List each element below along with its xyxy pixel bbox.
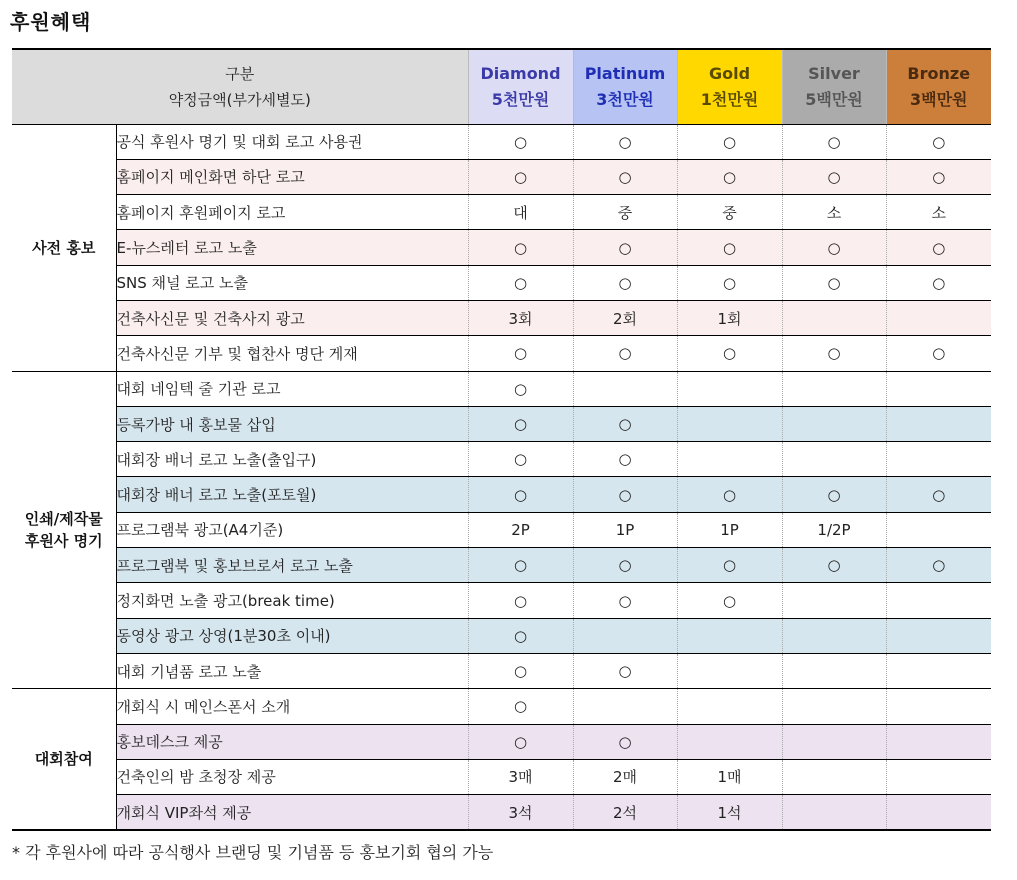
- table-row: [12, 689, 991, 724]
- table-row: [12, 371, 991, 406]
- benefit-value-silver: [782, 689, 886, 724]
- benefit-value-platinum: ○: [573, 336, 677, 371]
- benefit-value-gold: [677, 618, 782, 653]
- tier-header-bronze: [886, 49, 991, 124]
- benefit-value-platinum: [573, 371, 677, 406]
- benefit-value-silver: [782, 724, 886, 759]
- benefit-value-bronze: ○: [886, 477, 991, 512]
- benefit-value-bronze: [886, 300, 991, 335]
- benefit-value-silver: ○: [782, 230, 886, 265]
- benefit-value-platinum: ○: [573, 653, 677, 688]
- benefit-value-platinum: ○: [573, 442, 677, 477]
- benefit-value-silver: [782, 653, 886, 688]
- benefit-value-gold: [677, 689, 782, 724]
- benefit-value-bronze: ○: [886, 159, 991, 194]
- benefit-value-silver: ○: [782, 477, 886, 512]
- tier-amount: 5천만원: [491, 89, 550, 109]
- benefit-item: 개회식 시 메인스폰서 소개: [116, 689, 468, 724]
- benefit-value-diamond: 대: [468, 195, 573, 230]
- benefit-value-platinum: 2석: [573, 795, 677, 830]
- benefit-value-platinum: ○: [573, 724, 677, 759]
- benefit-value-platinum: ○: [573, 124, 677, 159]
- benefit-value-diamond: 3석: [468, 795, 573, 830]
- benefit-value-gold: ○: [677, 159, 782, 194]
- benefit-value-diamond: ○: [468, 336, 573, 371]
- benefit-value-bronze: ○: [886, 336, 991, 371]
- benefit-value-gold: ○: [677, 548, 782, 583]
- section-label-line: 대회참여: [34, 750, 93, 769]
- tier-name: Platinum: [584, 63, 666, 83]
- benefit-value-platinum: ○: [573, 159, 677, 194]
- benefit-value-diamond: ○: [468, 724, 573, 759]
- tier-amount: 5백만원: [805, 89, 863, 109]
- benefit-value-diamond: 3매: [468, 759, 573, 794]
- tier-amount: 1천만원: [700, 89, 759, 109]
- benefit-item: SNS 채널 로고 노출: [116, 265, 468, 300]
- benefit-value-platinum: ○: [573, 548, 677, 583]
- benefit-value-gold: ○: [677, 477, 782, 512]
- benefit-item: 프로그램북 및 홍보브로셔 로고 노출: [116, 548, 468, 583]
- benefit-value-silver: [782, 583, 886, 618]
- benefit-item: 동영상 광고 상영(1분30초 이내): [116, 618, 468, 653]
- benefit-value-silver: [782, 300, 886, 335]
- benefit-value-bronze: [886, 583, 991, 618]
- benefit-value-gold: 1회: [677, 300, 782, 335]
- table-row: [12, 159, 991, 194]
- benefit-value-gold: ○: [677, 230, 782, 265]
- benefit-item: 홈페이지 메인화면 하단 로고: [116, 159, 468, 194]
- header-category-cell: [12, 49, 468, 124]
- benefit-value-silver: ○: [782, 265, 886, 300]
- benefit-value-gold: 중: [677, 195, 782, 230]
- benefit-value-platinum: 중: [573, 195, 677, 230]
- benefit-item: 대회 네임텍 줄 기관 로고: [116, 371, 468, 406]
- benefit-item: 건축인의 밤 초청장 제공: [116, 759, 468, 794]
- tier-name: Bronze: [907, 63, 971, 83]
- benefit-item: 홍보데스크 제공: [116, 724, 468, 759]
- benefit-value-diamond: ○: [468, 653, 573, 688]
- benefit-value-gold: [677, 406, 782, 441]
- benefit-value-silver: [782, 618, 886, 653]
- benefit-item: 대회장 배너 로고 노출(포토월): [116, 477, 468, 512]
- benefit-value-bronze: [886, 689, 991, 724]
- tier-name: Gold: [708, 63, 751, 83]
- benefit-item: 공식 후원사 명기 및 대회 로고 사용권: [116, 124, 468, 159]
- benefit-value-bronze: [886, 759, 991, 794]
- header-row: [12, 49, 991, 124]
- table-row: [12, 759, 991, 794]
- benefit-value-diamond: ○: [468, 406, 573, 441]
- benefit-value-bronze: [886, 795, 991, 830]
- benefit-value-gold: [677, 653, 782, 688]
- tier-header-platinum: [573, 49, 677, 124]
- benefit-value-bronze: [886, 618, 991, 653]
- benefit-value-platinum: ○: [573, 583, 677, 618]
- tier-amount: 3백만원: [909, 89, 968, 109]
- benefit-value-diamond: ○: [468, 124, 573, 159]
- benefit-value-diamond: ○: [468, 548, 573, 583]
- benefit-value-platinum: [573, 689, 677, 724]
- benefit-value-platinum: [573, 618, 677, 653]
- benefit-value-gold: 1매: [677, 759, 782, 794]
- table-row: [12, 336, 991, 371]
- benefit-item: E-뉴스레터 로고 노출: [116, 230, 468, 265]
- benefit-item: 정지화면 노출 광고(break time): [116, 583, 468, 618]
- section-label: [12, 689, 116, 830]
- benefit-value-bronze: 소: [886, 195, 991, 230]
- table-row: [12, 618, 991, 653]
- benefit-value-diamond: 2P: [468, 512, 573, 547]
- section-label-line: 후원사 명기: [24, 531, 103, 550]
- tier-amount: 3천만원: [596, 89, 654, 109]
- table-row: [12, 406, 991, 441]
- benefit-value-diamond: ○: [468, 442, 573, 477]
- benefit-item: 건축사신문 기부 및 협찬사 명단 게재: [116, 336, 468, 371]
- benefit-value-gold: ○: [677, 336, 782, 371]
- benefit-value-platinum: ○: [573, 230, 677, 265]
- benefit-value-bronze: [886, 512, 991, 547]
- benefit-item: 개회식 VIP좌석 제공: [116, 795, 468, 830]
- benefit-value-gold: 1P: [677, 512, 782, 547]
- benefit-value-silver: ○: [782, 548, 886, 583]
- benefit-value-bronze: ○: [886, 230, 991, 265]
- benefit-value-gold: [677, 442, 782, 477]
- benefit-value-silver: [782, 406, 886, 441]
- benefit-value-silver: ○: [782, 159, 886, 194]
- benefit-value-diamond: ○: [468, 618, 573, 653]
- section-label-line: 인쇄/제작물: [24, 509, 103, 528]
- benefit-item: 대회장 배너 로고 노출(출입구): [116, 442, 468, 477]
- page-title: 후원혜택: [10, 10, 92, 34]
- benefit-value-diamond: ○: [468, 230, 573, 265]
- benefit-value-diamond: ○: [468, 583, 573, 618]
- sponsor-benefits-table: [12, 48, 991, 831]
- table-row: [12, 477, 991, 512]
- table-row: [12, 300, 991, 335]
- benefit-value-bronze: [886, 442, 991, 477]
- benefit-value-silver: 소: [782, 195, 886, 230]
- benefit-item: 등록가방 내 홍보물 삽입: [116, 406, 468, 441]
- benefit-value-bronze: [886, 371, 991, 406]
- tier-name: Silver: [808, 63, 860, 83]
- header-amount-label: 약정금액(부가세별도): [168, 90, 311, 109]
- table-row: [12, 124, 991, 159]
- benefit-value-diamond: ○: [468, 689, 573, 724]
- benefit-value-gold: [677, 724, 782, 759]
- table-row: [12, 653, 991, 688]
- table-row: [12, 512, 991, 547]
- benefit-value-bronze: [886, 724, 991, 759]
- benefit-value-gold: ○: [677, 124, 782, 159]
- benefit-value-gold: ○: [677, 265, 782, 300]
- benefit-value-gold: ○: [677, 583, 782, 618]
- benefit-value-diamond: ○: [468, 265, 573, 300]
- benefit-value-bronze: ○: [886, 124, 991, 159]
- benefit-value-bronze: [886, 406, 991, 441]
- table-row: [12, 724, 991, 759]
- benefit-value-silver: [782, 442, 886, 477]
- benefit-value-silver: [782, 371, 886, 406]
- tier-header-diamond: [468, 49, 573, 124]
- table-row: [12, 548, 991, 583]
- benefit-item: 홈페이지 후원페이지 로고: [116, 195, 468, 230]
- benefit-value-silver: ○: [782, 336, 886, 371]
- table-body: [12, 124, 991, 830]
- section-label: [12, 124, 116, 371]
- section-label-line: 사전 홍보: [32, 238, 96, 257]
- benefit-value-platinum: ○: [573, 265, 677, 300]
- table-row: [12, 230, 991, 265]
- benefit-value-silver: [782, 795, 886, 830]
- table-row: [12, 795, 991, 830]
- benefit-item: 건축사신문 및 건축사지 광고: [116, 300, 468, 335]
- footnote: * 각 후원사에 따라 공식행사 브랜딩 및 기념품 등 홍보기회 협의 가능: [12, 843, 494, 862]
- tier-header-gold: [677, 49, 782, 124]
- benefit-value-diamond: ○: [468, 159, 573, 194]
- benefit-item: 대회 기념품 로고 노출: [116, 653, 468, 688]
- benefit-value-gold: 1석: [677, 795, 782, 830]
- benefit-value-diamond: ○: [468, 371, 573, 406]
- table-row: [12, 265, 991, 300]
- benefit-value-platinum: ○: [573, 477, 677, 512]
- benefit-value-platinum: 2회: [573, 300, 677, 335]
- table-row: [12, 442, 991, 477]
- benefit-value-silver: 1/2P: [782, 512, 886, 547]
- benefit-value-bronze: ○: [886, 548, 991, 583]
- benefit-value-diamond: 3회: [468, 300, 573, 335]
- benefit-value-platinum: 2매: [573, 759, 677, 794]
- benefit-value-bronze: ○: [886, 265, 991, 300]
- table-row: [12, 583, 991, 618]
- benefit-value-silver: ○: [782, 124, 886, 159]
- benefit-value-silver: [782, 759, 886, 794]
- benefit-value-gold: [677, 371, 782, 406]
- section-label: [12, 371, 116, 689]
- benefit-value-platinum: ○: [573, 406, 677, 441]
- benefit-value-platinum: 1P: [573, 512, 677, 547]
- header-category-label: 구분: [225, 64, 255, 83]
- benefit-value-diamond: ○: [468, 477, 573, 512]
- benefit-value-bronze: [886, 653, 991, 688]
- tier-name: Diamond: [480, 63, 561, 83]
- benefit-item: 프로그램북 광고(A4기준): [116, 512, 468, 547]
- table-row: [12, 195, 991, 230]
- tier-header-silver: [782, 49, 886, 124]
